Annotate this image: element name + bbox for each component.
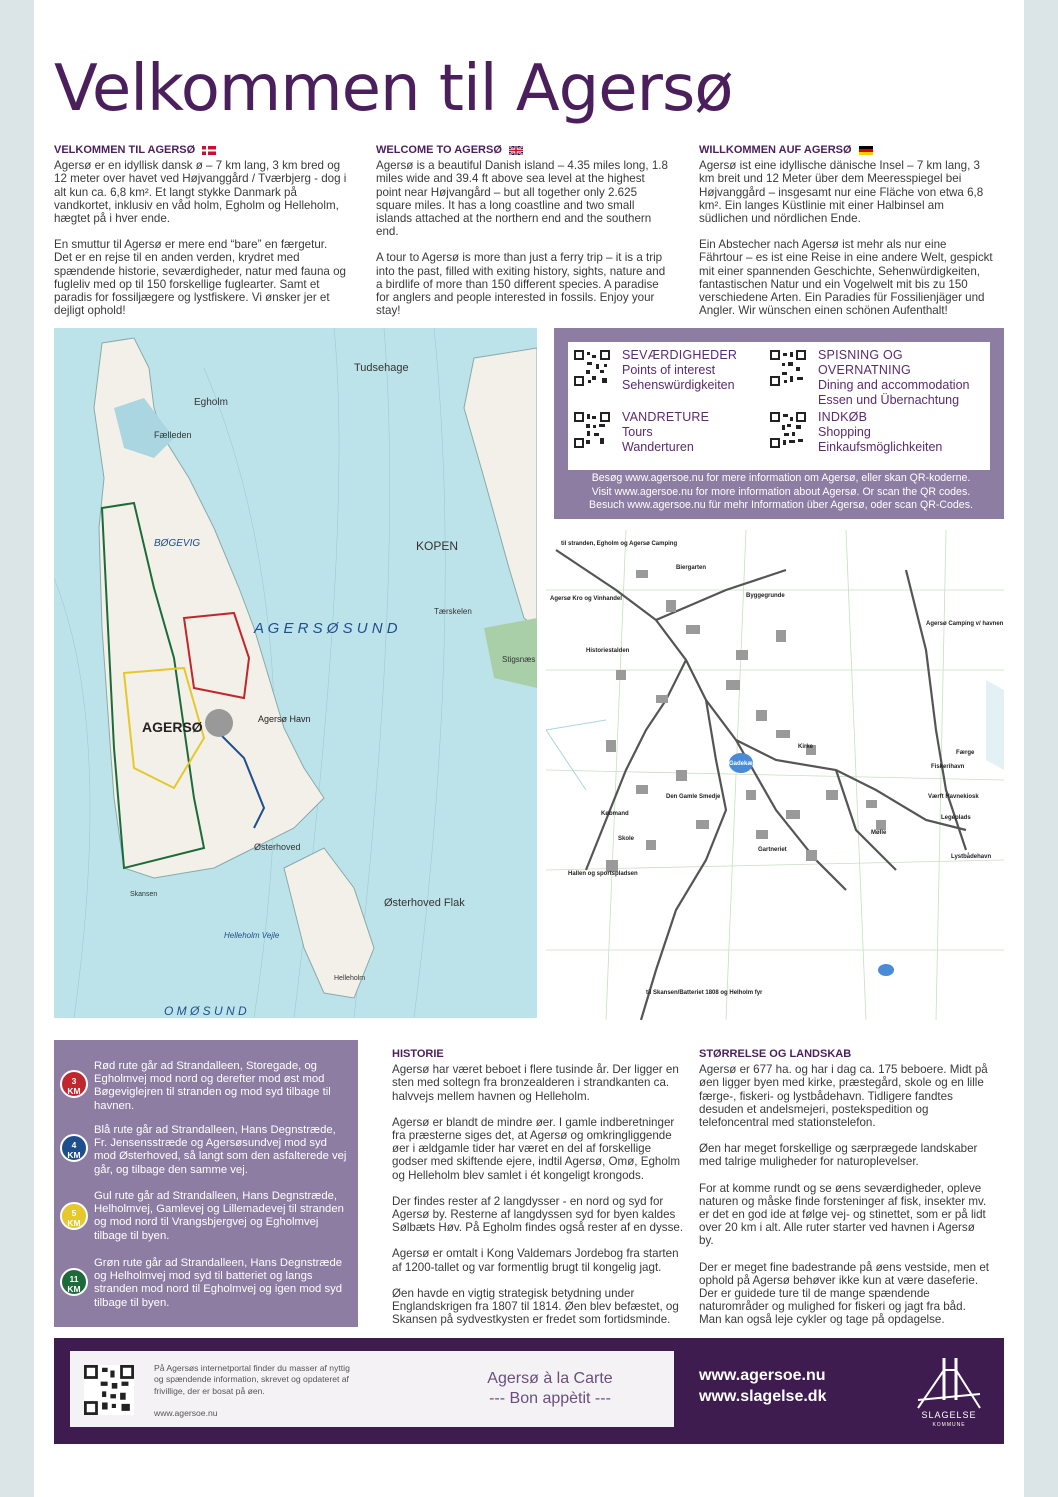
label-tudsehage: Tudsehage — [354, 362, 409, 374]
route-blue-text: Blå rute går ad Strandalleen, Hans Degnstræde, Fr. Jensensstræde og Agersøsundvej mod syd mod Østerhoved, så langt som den asfalterede vej går, og tilbage den samme vej. — [94, 1124, 347, 1176]
route-yellow-text: Gul rute går ad Strandalleen, Hans Degnstræde, Helholmvej, Gamlevej og Lillemadevej til stranden og mod nord til Vrangsbjergvej og Egholmvej tilbage til byen. — [94, 1190, 344, 1242]
size-p1: Agersø er 677 ha. og har i dag ca. 175 beboere. Midt på øen ligger byen med kirke, præstegård, skole og en lille færge-, fiskeri- og lystbådehavn. Tidligere fandtes desuden et andelsmejeri, postekspedition og telefoncentral med stationstelefon. — [699, 1063, 988, 1130]
town-label-bottom: til Skansen/Batteriet 1808 og Helholm fyr — [646, 990, 763, 996]
label-helleholm: Helleholm — [334, 975, 366, 982]
town-label-smedje: Den Gamle Smedje — [666, 794, 721, 800]
label-omo-sund: O M Ø S U N D — [164, 1004, 247, 1018]
web-link-agersoe[interactable]: www.agersoe.nu — [699, 1367, 826, 1384]
town-label-skole: Skole — [618, 836, 635, 842]
qr-code-icon[interactable] — [574, 412, 610, 448]
category-tours-de: Wanderturen — [622, 440, 694, 454]
category-dining-head: SPISNING OG OVERNATNING — [818, 348, 911, 377]
town-label-kobmand: Købmand — [601, 811, 629, 817]
info-box-inner — [568, 342, 990, 470]
footer-url-link[interactable]: www.agersoe.nu — [154, 1408, 218, 1418]
info-footer-de: Besuch www.agersoe.nu für mehr Information über Agersø, oder scan QR-Codes. — [589, 499, 973, 511]
web-link-slagelse[interactable]: www.slagelse.dk — [699, 1388, 827, 1405]
town-map-graphic — [546, 530, 1004, 1020]
category-shopping-de: Einkaufsmöglichkeiten — [818, 440, 943, 454]
intro-english-p2: A tour to Agersø is more than just a ferry trip – it is a trip into the past, filled with exiting history, sights, nature and a birdlife of more than 150 different species. A paradise for anglers and people interested in fossils. Enjoy your stay! — [376, 251, 666, 318]
route-red-text: Rød rute går ad Strandalleen, Storegade, og Egholmvej mod nord og derefter mod øst mod Bøgeviglejren til stranden og mod syd tilbage til havnen. — [94, 1060, 331, 1112]
intro-english-p1: Agersø is a beautiful Danish island – 4.35 miles long, 1.8 miles wide and 39.4 ft above sea level at the highest point near Højvangård – but all together only 2.625 square miles. It has a long coastline and two small islands attached at the northern end and the southern end. — [376, 159, 668, 239]
label-bogevig: BØGEVIG — [154, 538, 201, 549]
town-label-byggegrunde: Byggegrunde — [746, 593, 785, 599]
label-egholm: Egholm — [194, 397, 228, 408]
intro-english-heading: WELCOME TO AGERSØ — [376, 144, 670, 157]
intro-danish-p2: En smuttur til Agersø er mere end “bare” en færgetur. Det er en rejse til en anden verden, krydret med spændende historie, seværdigheder, natur med fauna og fugleliv med op til 150 forskellige fuglearter. Samt et paradis for fossiljægere og lystfiskere. Vi ønsker jer et dejligt ophold! — [54, 238, 346, 318]
category-dining-de: Essen und Übernachtung — [818, 393, 960, 407]
town-label-fiskerihavn: Fiskerihavn — [931, 764, 965, 770]
qr-code-icon[interactable] — [770, 350, 806, 386]
qr-code-icon[interactable] — [770, 412, 806, 448]
intro-danish-heading: VELKOMMEN TIL AGERSØ — [54, 144, 348, 157]
intro-german — [699, 144, 993, 330]
label-agerso-havn: Agersø Havn — [258, 714, 311, 724]
town-label-kro: Agersø Kro og Vinhandel — [550, 596, 622, 602]
label-stigsnaes: Stigsnæs — [502, 655, 536, 664]
category-shopping[interactable] — [818, 410, 942, 455]
info-footer-en: Visit www.agersoe.nu for more information about Agersø. Or scan the QR codes. — [591, 485, 971, 498]
alacarte-text — [450, 1369, 650, 1409]
category-tours[interactable] — [622, 410, 709, 455]
town-label-biergarten: Biergarten — [676, 565, 707, 571]
slagelse-logo-icon — [914, 1350, 984, 1430]
info-box-footer — [566, 472, 996, 513]
intro-german-p2: Ein Abstecher nach Agersø ist mehr als nur eine Fährtour – es ist eine Reise in eine andere Welt, gespickt mit einer spannenden Geschichte, Sehenwürdigkeiten, fantastischen Natur und ein Vogelwelt mit bis zu 150 verschiedene Arten. Ein Paradies für Fossilienjäger und Angler. Wir wünschen einen schönen Aufenthalt! — [699, 238, 993, 318]
label-osterhoved-flak: Østerhoved Flak — [384, 897, 465, 909]
town-label-top: til stranden, Egholm og Agersø Camping — [561, 541, 678, 547]
qr-code-icon[interactable] — [84, 1365, 134, 1415]
town-label-molle: Mølle — [871, 830, 887, 836]
label-taerskelen: Tærskelen — [434, 607, 472, 616]
label-skansen: Skansen — [130, 891, 158, 898]
town-label-gadekaer: Gadekær — [729, 761, 756, 767]
history-heading: HISTORIE — [392, 1048, 444, 1060]
intro-german-heading: WILLKOMMEN AUF AGERSØ — [699, 144, 993, 157]
category-shopping-head: INDKØB — [818, 410, 868, 424]
label-helleholm-vejle: Helleholm Vejle — [224, 931, 280, 940]
background-right — [1024, 0, 1058, 1497]
island-map[interactable] — [54, 328, 537, 1018]
town-label-vaerft: Værft Havnekiosk — [928, 794, 979, 800]
danish-flag-icon — [202, 146, 216, 155]
category-dining-en: Dining and accommodation — [818, 378, 970, 392]
size-p3: For at komme rundt og se øens seværdigheder, opleve naturen og måske finde forsteninger af fisk, insekter mv. er det en god ide at følge vej- og stinettet, som er på lidt over 20 km i alt. Alle ruter starter ved havnen i Agersø by. — [699, 1181, 987, 1248]
intro-danish-p1: Agersø er en idyllisk dansk ø – 7 km lang, 3 km bred og 12 meter over havet ved Højvanggård / Tværbjerg - dog i alt kun ca. 6,8 km². Et langt stykke Danmark på vandkortet, inklusiv en våd holm, Egholm og Helleholm, hægtet på i hver ende. — [54, 159, 347, 226]
intro-english — [376, 144, 670, 330]
category-tours-head: VANDRETURE — [622, 410, 710, 424]
footer — [54, 1338, 1004, 1444]
info-box — [554, 328, 1004, 519]
size-section — [699, 1048, 991, 1340]
history-p5: Øen havde en vigtig strategisk betydning under Englandskrigen fra 1807 til 1814. Øen blev befæstet, og Skansen på sydvestkysten er fredet som fortidsminde. — [392, 1286, 679, 1327]
route-green-text: Grøn rute går ad Strandalleen, Hans Degnstræde og Helholmvej mod syd til batteriet og langs stranden mod nord til Egholmvej og igen mod syd tilbage til byen. — [94, 1257, 343, 1309]
size-p2: Øen har meget forskellige og særprægede landskaber med talrige muligheder for naturoplevelser. — [699, 1142, 978, 1169]
town-label-historiestalden: Historiestalden — [586, 648, 630, 654]
footer-inner — [70, 1351, 674, 1427]
history-p1: Agersø har været beboet i flere tusinde år. Der ligger en sten med soltegn fra bronzealderen i strandkanten ca. halvvejs mellem havnen og Helleholm. — [392, 1063, 679, 1103]
island-map-graphic — [54, 328, 537, 1018]
category-tours-en: Tours — [622, 425, 653, 439]
category-sights[interactable] — [622, 348, 737, 393]
town-map[interactable] — [546, 530, 1004, 1020]
page-title: Velkommen til Agersø — [54, 52, 733, 126]
town-label-gartneriet: Gartneriet — [758, 847, 787, 853]
category-sights-head: SEVÆRDIGHEDER — [622, 348, 738, 362]
route-badge-green: 11 KM — [60, 1268, 88, 1296]
label-kopen: KOPEN — [416, 539, 459, 553]
label-agerso-sund: A G E R S Ø S U N D — [254, 620, 398, 637]
qr-code-icon[interactable] — [574, 350, 610, 386]
size-heading: STØRRELSE OG LANDSKAB — [699, 1048, 852, 1060]
alacarte-line-1: Agersø à la Carte — [487, 1370, 613, 1387]
logo-name: SLAGELSE — [921, 1410, 977, 1420]
background-left — [0, 0, 34, 1497]
category-shopping-en: Shopping — [818, 425, 871, 439]
route-badge-yellow: 5 KM — [60, 1202, 88, 1230]
german-flag-icon — [859, 146, 873, 155]
category-sights-en: Points of interest — [622, 363, 716, 377]
route-badge-blue: 4 KM — [60, 1134, 88, 1162]
history-p4: Agersø er omtalt i Kong Valdemars Jordebog fra starten af 1200-tallet og var formentlig brugt til kongelig jagt. — [392, 1247, 679, 1274]
category-dining[interactable] — [818, 348, 990, 408]
routes-box — [54, 1040, 358, 1327]
town-label-faerge: Færge — [956, 750, 975, 756]
size-p4: Der er meget fine badestrande på øens vestside, men et ophold på Agersø behøver ikke kun at være daseferie. Der er guidede ture til de mange spændende naturområder og mulighed for fiskeri og jagt fra båd. Man kan også leje cykler og tage på opdagelse. — [699, 1260, 990, 1327]
category-sights-de: Sehenswürdigkeiten — [622, 378, 735, 392]
uk-flag-icon — [509, 146, 523, 155]
label-agerso-town: AGERSØ — [142, 719, 203, 735]
info-footer-da: Besøg www.agersoe.nu for mere information om Agersø, eller skan QR-koderne. — [591, 472, 971, 484]
intro-german-p1: Agersø ist eine idyllische dänische Insel – 7 km lang, 3 km breit und 12 Meter über dem Meeresspiegel bei Højvanggård – insgesamt nur eine Fläche von etwa 6,8 km². Ein langes Küstlinie mit einer Halbinsel am südlichen und nördlichen Ende. — [699, 159, 984, 226]
route-badge-red: 3 KM — [60, 1070, 88, 1098]
town-label-lystbadehavn: Lystbådehavn — [951, 854, 992, 860]
town-label-kirke: Kirke — [798, 744, 814, 750]
town-label-hallen: Hallen og sportspladsen — [568, 871, 638, 877]
history-section — [392, 1048, 684, 1339]
history-p2: Agersø er blandt de mindre øer. I gamle indberetninger fra præsterne siges det, at Agersø og omkringliggende øer i ældgamle tider har været en del af forskellige godser med skiftende ejere, indtil Agersø, Omø, Egholm og Helleholm blev samlet i ét kongeligt krongods. — [392, 1115, 681, 1182]
town-label-camping: Agersø Camping v/ havnen — [926, 621, 1004, 627]
footer-text: På Agersøs internetportal finder du masser af nyttig og spændende information, skrevet og opdateret af frivillige, der er bosat på øen. — [154, 1363, 350, 1396]
intro-danish — [54, 144, 348, 330]
label-osterhoved: Østerhoved — [254, 842, 301, 852]
alacarte-line-2: --- Bon appètit --- — [489, 1390, 611, 1407]
web-links — [699, 1365, 826, 1407]
history-p3: Der findes rester af 2 langdysser - en nord og syd for Agersø by. Resterne af langdyssen syd for byen kaldes Sølbæts Høv. På Egholm findes også rester af en dysse. — [392, 1194, 684, 1235]
town-label-legeplads: Legeplads — [941, 815, 971, 821]
label-faelleden: Fælleden — [154, 430, 192, 440]
logo-sub: KOMMUNE — [932, 1422, 966, 1428]
